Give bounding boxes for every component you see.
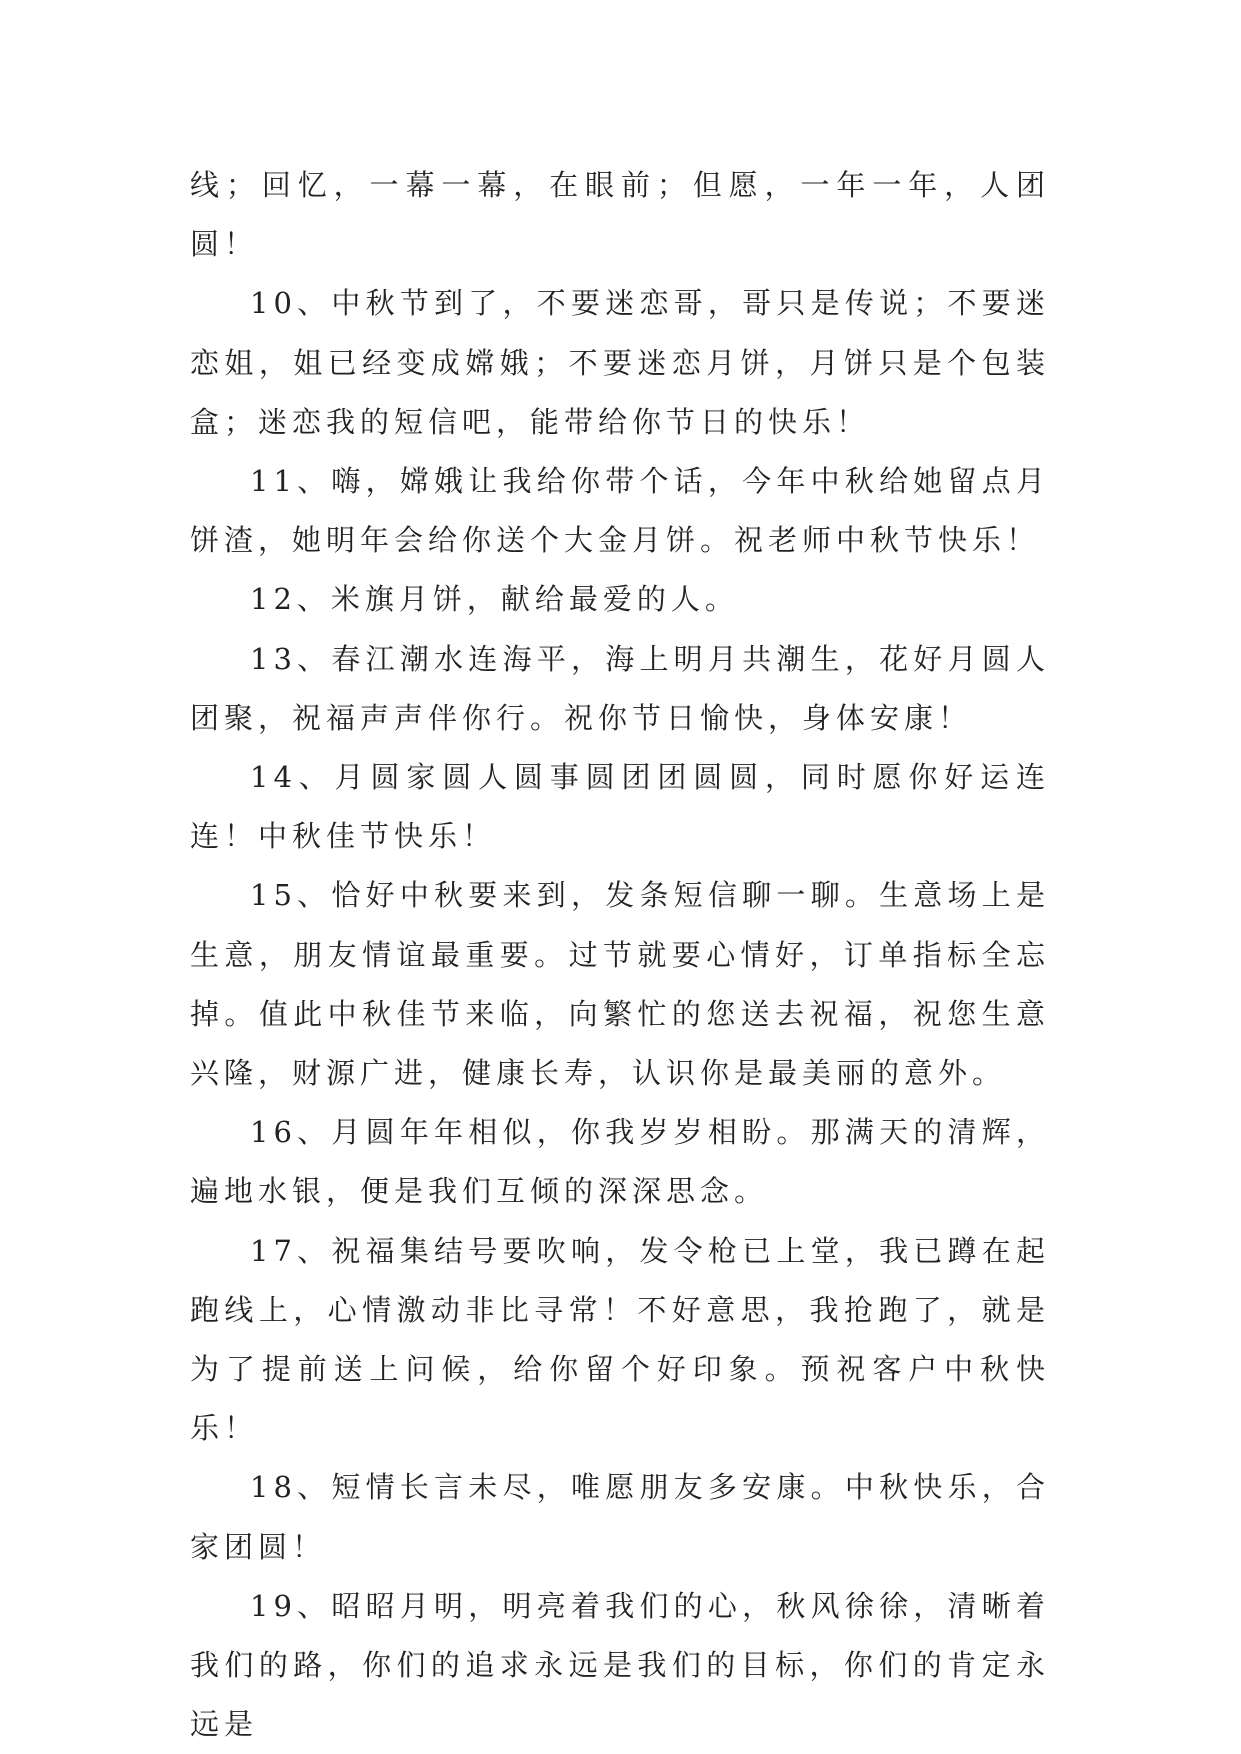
paragraph-12: 12、米旗月饼，献给最爱的人。 <box>250 582 739 617</box>
paragraph-16: 16、月圆年年相似，你我岁岁相盼。那满天的清辉，遍地水银，便是我们互倾的深深思念。 <box>190 1115 1050 1209</box>
paragraph-11: 11、嗨，嫦娥让我给你带个话，今年中秋给她留点月饼渣，她明年会给你送个大金月饼。祝老师中秋节快乐！ <box>190 464 1050 558</box>
paragraph-continued: 线；回忆，一幕一幕，在眼前；但愿，一年一年，人团圆！ <box>190 168 1050 262</box>
paragraph-10: 10、中秋节到了，不要迷恋哥，哥只是传说；不要迷恋姐，姐已经变成嫦娥；不要迷恋月饼，月饼只是个包装盒；迷恋我的短信吧，能带给你节日的快乐！ <box>190 286 1050 439</box>
paragraph-13: 13、春江潮水连海平，海上明月共潮生，花好月圆人团聚，祝福声声伴你行。祝你节日愉快，身体安康！ <box>190 641 1050 735</box>
paragraph-14: 14、月圆家圆人圆事圆团团圆圆，同时愿你好运连连！中秋佳节快乐！ <box>190 760 1050 854</box>
paragraph-18: 18、短情长言未尽，唯愿朋友多安康。中秋快乐，合家团圆！ <box>190 1470 1050 1564</box>
paragraph-15: 15、恰好中秋要来到，发条短信聊一聊。生意场上是生意，朋友情谊最重要。过节就要心情好，订单指标全忘掉。值此中秋佳节来临，向繁忙的您送去祝福，祝您生意兴隆，财源广进，健康长寿，认识你是最美丽的意外。 <box>190 878 1050 1091</box>
paragraph-17: 17、祝福集结号要吹响，发令枪已上堂，我已蹲在起跑线上，心情激动非比寻常！不好意思，我抢跑了，就是为了提前送上问候，给你留个好印象。预祝客户中秋快乐！ <box>190 1233 1050 1446</box>
paragraph-19: 19、昭昭月明，明亮着我们的心，秋风徐徐，清晰着我们的路，你们的追求永远是我们的目标，你们的肯定永远是 <box>190 1588 1050 1742</box>
document-body <box>190 156 1050 1754</box>
